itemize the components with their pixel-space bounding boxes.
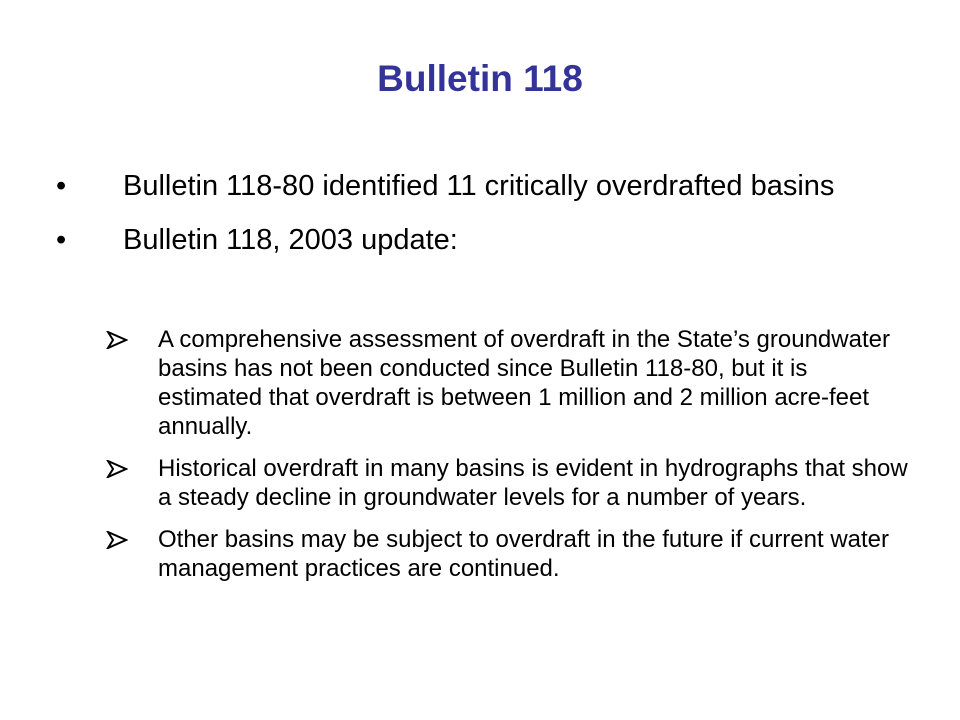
bullet-text: Bulletin 118, 2003 update:	[123, 224, 458, 256]
bullet-list	[56, 168, 936, 276]
sub-bullet-text: Historical overdraft in many basins is evident in hydrographs that show a steady decline in groundwater levels for a number of years.	[158, 455, 908, 511]
sub-bullet-item	[106, 454, 918, 512]
arrowhead-bullet-icon	[106, 331, 128, 349]
sub-bullet-item	[106, 525, 918, 583]
sub-bullet-text: Other basins may be subject to overdraft in the future if current water management practices are continued.	[158, 526, 890, 582]
sub-bullet-list	[106, 325, 918, 596]
bullet-text: Bulletin 118-80 identified 11 critically overdrafted basins	[123, 170, 835, 202]
arrowhead-bullet-icon	[106, 460, 128, 478]
round-bullet-icon: •	[56, 170, 67, 202]
slide-title: Bulletin 118	[377, 58, 583, 99]
sub-bullet-text: A comprehensive assessment of overdraft in the State’s groundwater basins has not been conducted since Bulletin 118-80, but it is estimated that overdraft is between 1 million and 2 million acre-feet annually.	[158, 326, 890, 440]
bullet-item	[56, 168, 936, 204]
arrowhead-bullet-icon	[106, 531, 128, 549]
round-bullet-icon: •	[56, 224, 67, 256]
bullet-item	[56, 222, 936, 258]
sub-bullet-item	[106, 325, 918, 441]
